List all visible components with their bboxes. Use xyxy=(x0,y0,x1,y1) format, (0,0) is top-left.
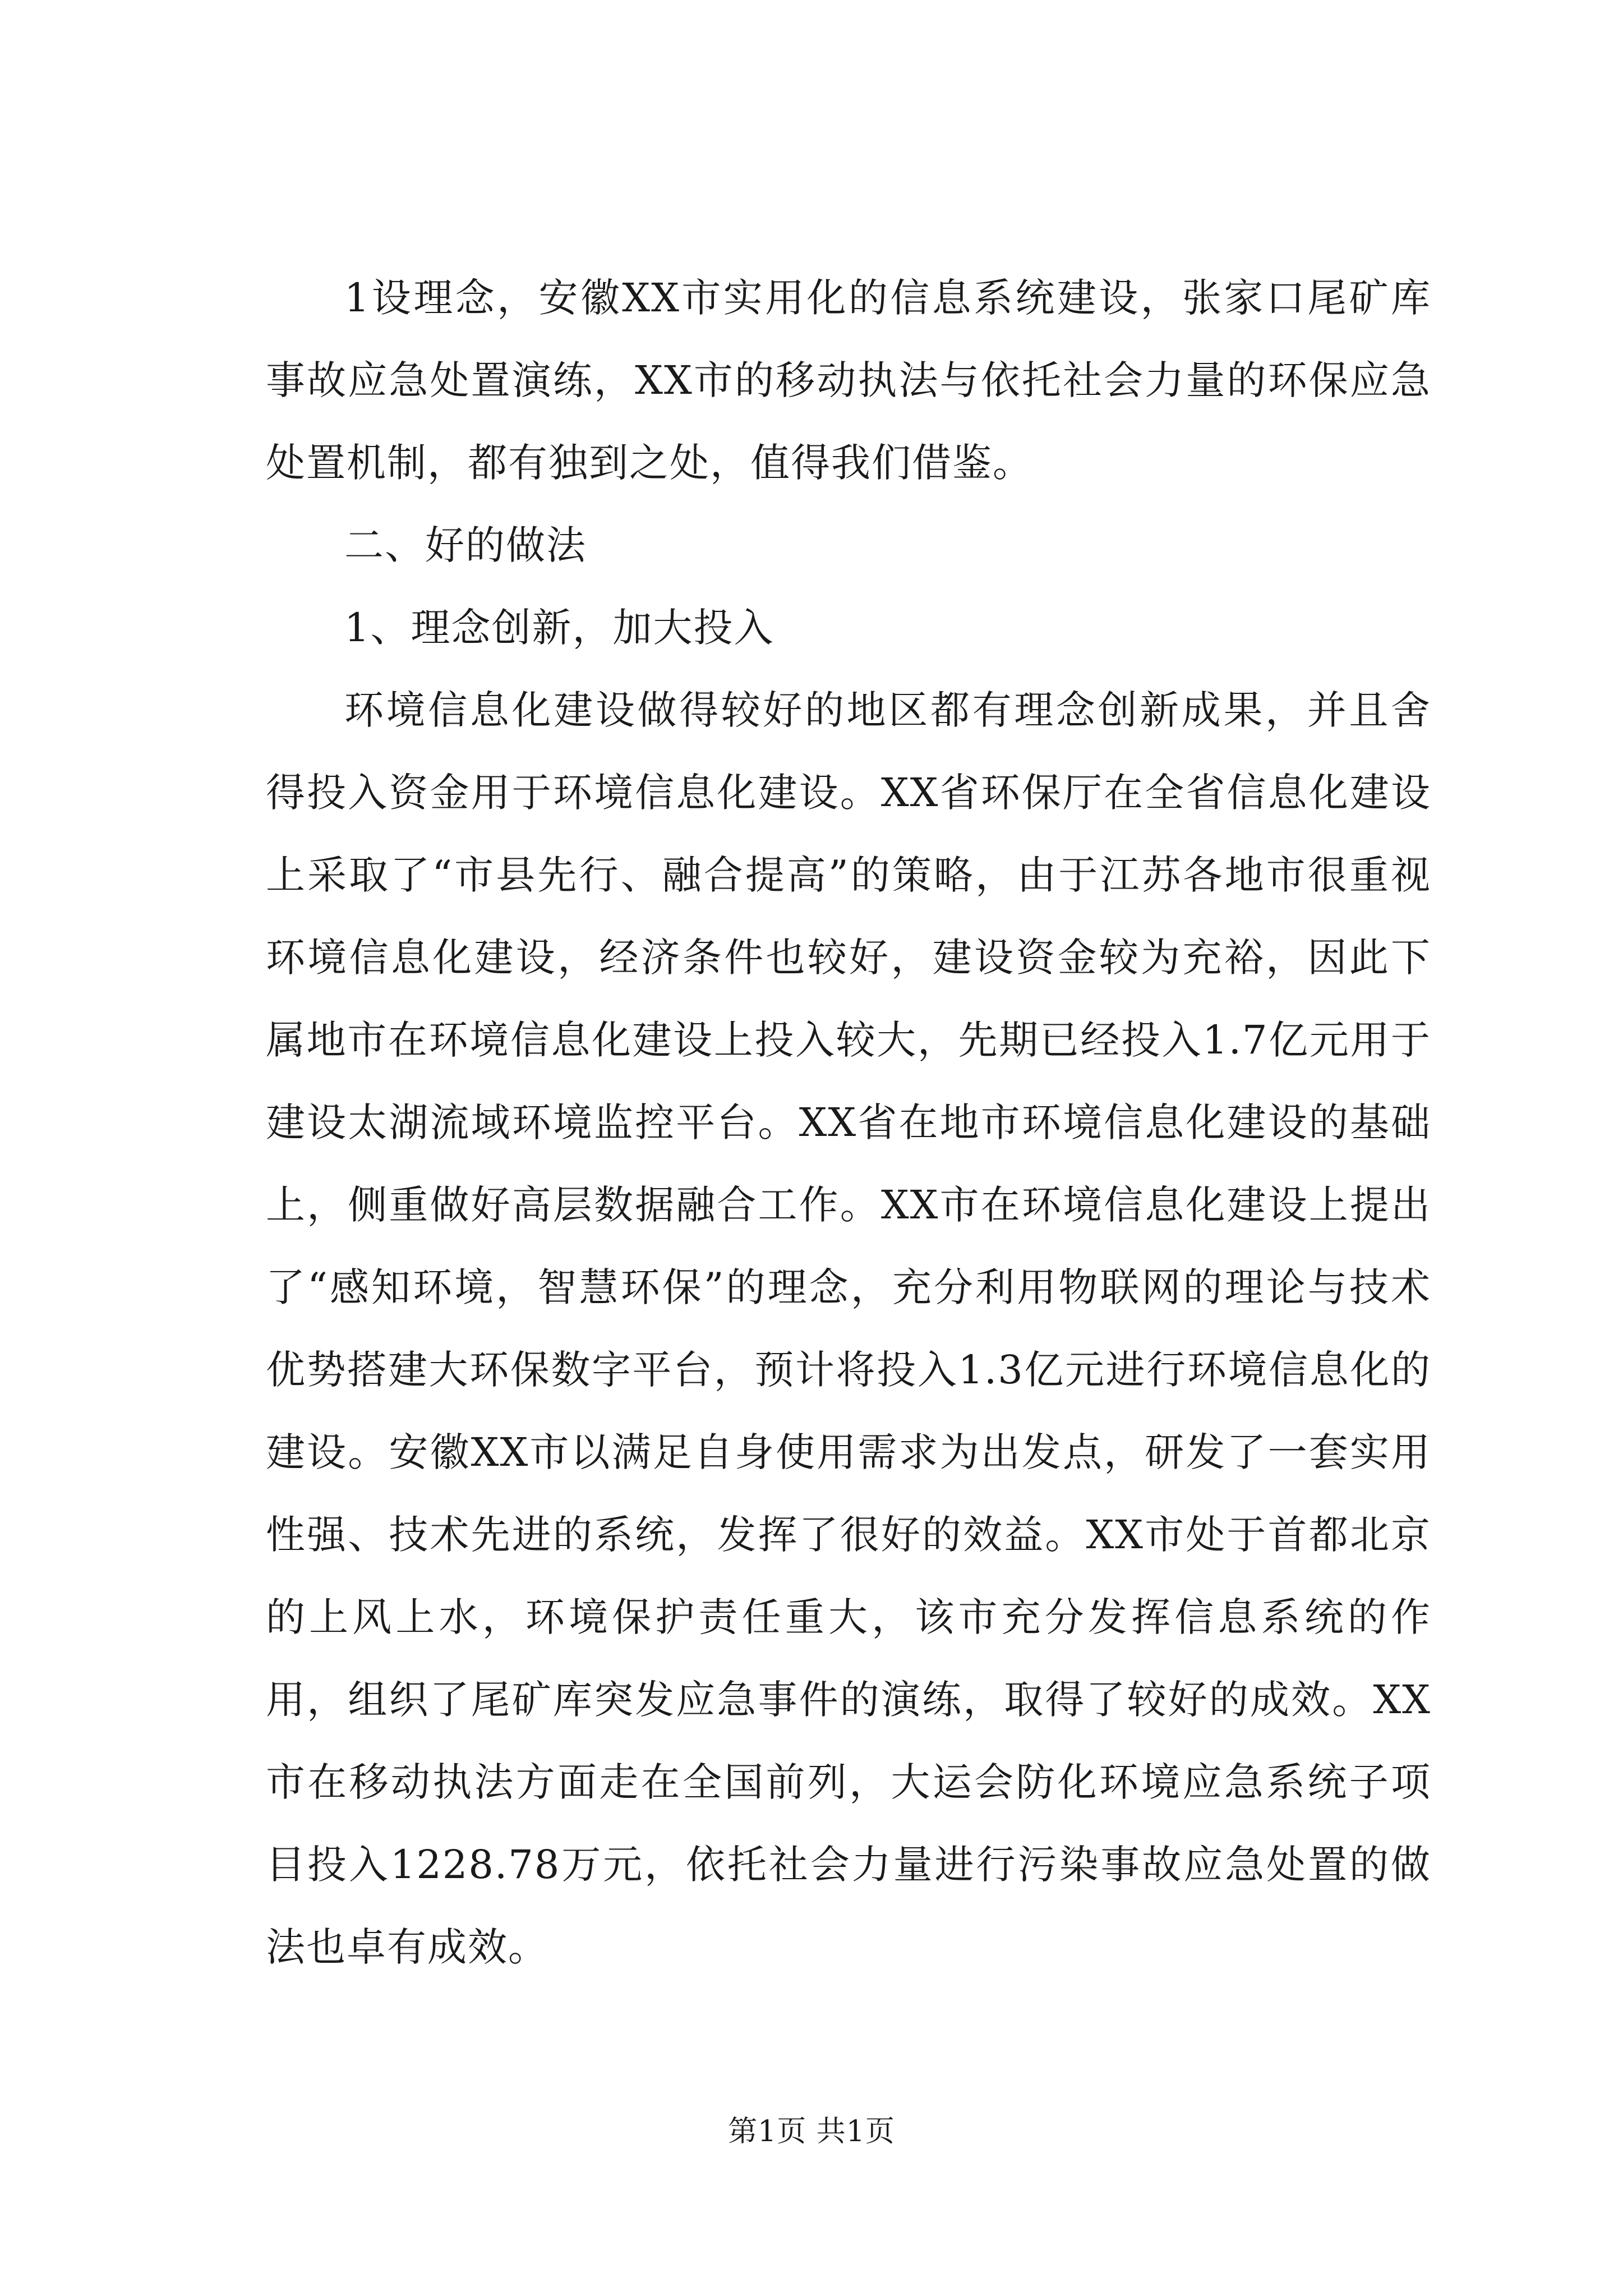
paragraph-main: 环境信息化建设做得较好的地区都有理念创新成果，并且舍得投入资金用于环境信息化建设。XX省环保厅在全省信息化建设上采取了“市县先行、融合提高”的策略，由于江苏各地市很重视环境信息化建设，经济条件也较好，建设资金较为充裕，因此下属地市在环境信息化建设上投入较大，先期已经投入1.7亿元用于建设太湖流域环境监控平台。XX省在地市环境信息化建设的基础上，侧重做好高层数据融合工作。XX市在环境信息化建设上提出了“感知环境，智慧环保”的理念，充分利用物联网的理论与技术优势搭建大环保数字平台，预计将投入1.3亿元进行环境信息化的建设。安徽XX市以满足自身使用需求为出发点，研发了一套实用性强、技术先进的系统，发挥了很好的效益。XX市处于首都北京的上风上水，环境保护责任重大，该市充分发挥信息系统的作用，组织了尾矿库突发应急事件的演练，取得了较好的成效。XX市在移动执法方面走在全国前列，大运会防化环境应急系统子项目投入1228.78万元，依托社会力量进行污染事故应急处置的做法也卓有成效。 xyxy=(266,687,1431,1970)
paragraph-intro: 1设理念，安徽XX市实用化的信息系统建设，张家口尾矿库事故应急处置演练，XX市的移动执法与依托社会力量的环保应急处置机制，都有独到之处，值得我们借鉴。 xyxy=(266,275,1431,486)
subsection-heading: 1、理念创新，加大投入 xyxy=(344,605,774,651)
document-body xyxy=(266,257,1431,1989)
section-heading: 二、好的做法 xyxy=(344,522,587,568)
page-footer: 第1页 共1页 xyxy=(728,2115,895,2148)
